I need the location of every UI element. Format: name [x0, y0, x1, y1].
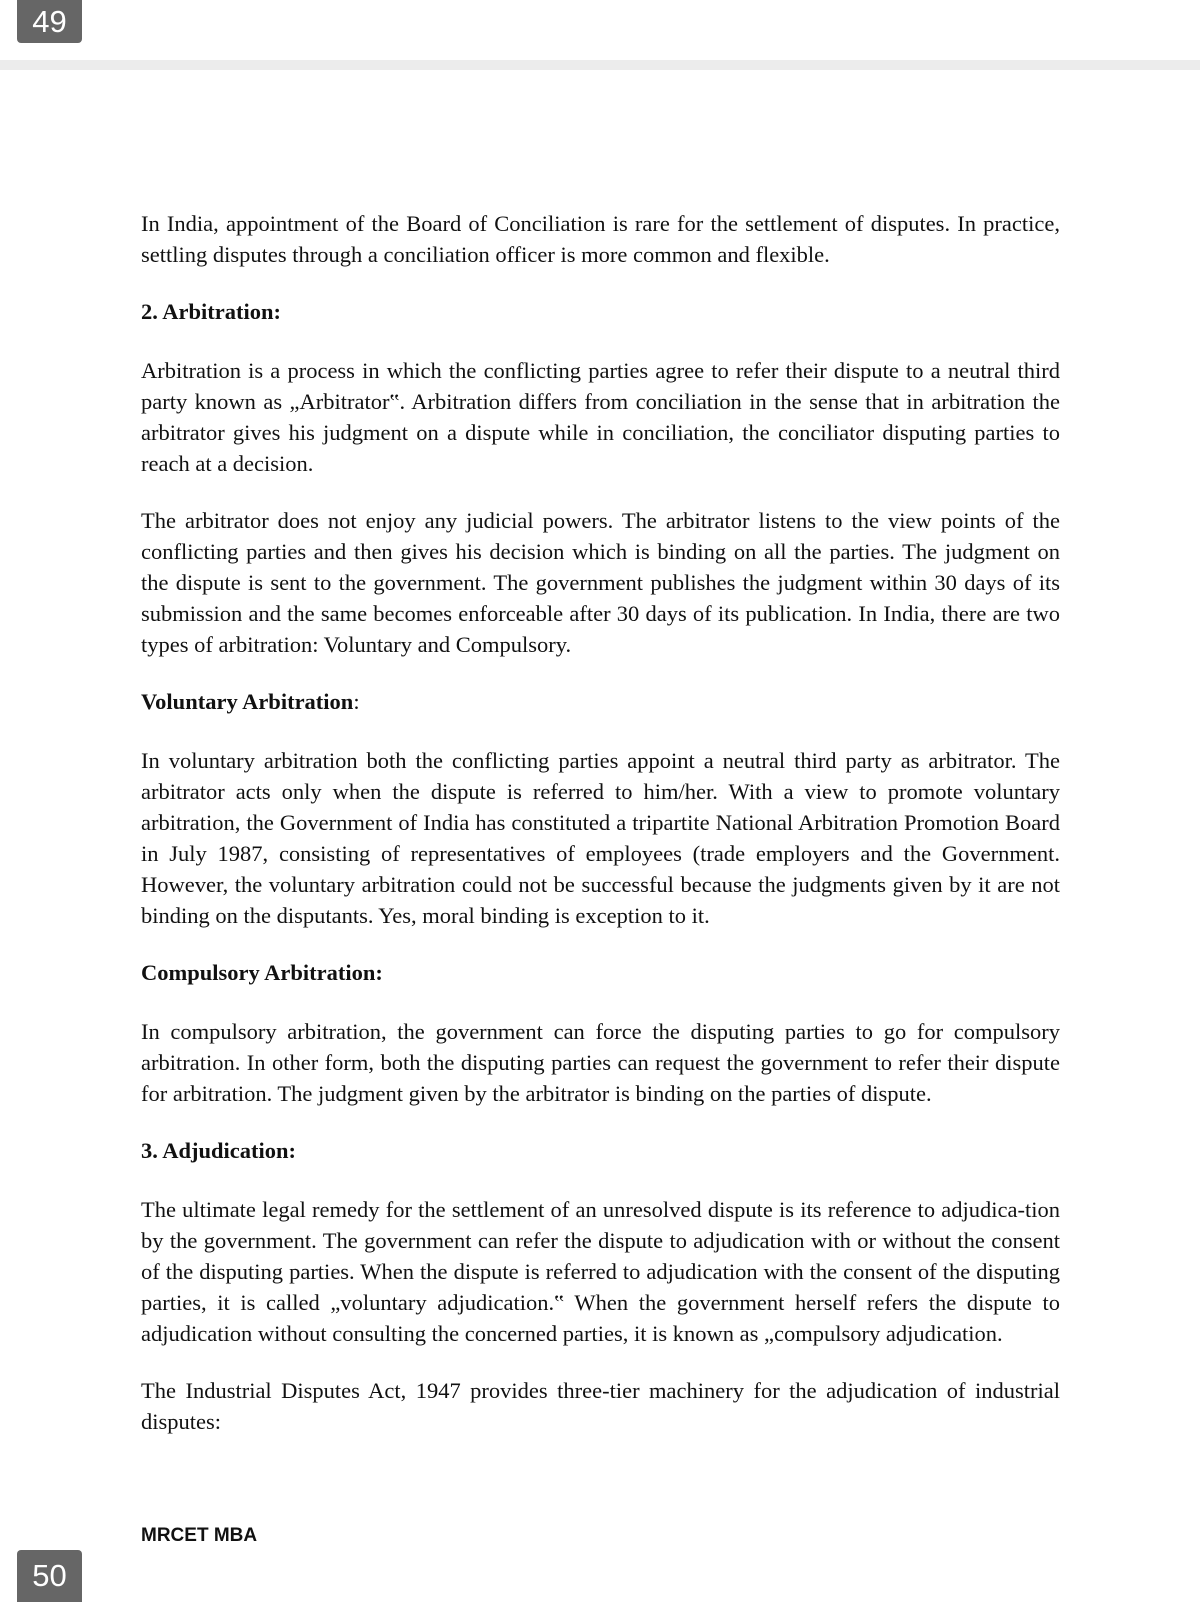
- footer-label: MRCET MBA: [141, 1525, 258, 1546]
- adjudication-paragraph-1: The ultimate legal remedy for the settlement of an unresolved dispute is its reference to adjudica-tion by the government. The government can refer the dispute to adjudication with or without the consent of the disputing parties. When the dispute is referred to adjudication with the consent of the disputing parties, it is called „voluntary adjudication.‟ When the government herself refers the dispute to adjudication without consulting the concerned parties, it is known as „compulsory adjudication.: [141, 1197, 1060, 1346]
- arbitration-paragraph-1: Arbitration is a process in which the conflicting parties agree to refer their dispute to a neutral third party known as „Arbitrator‟. Arbitration differs from conciliation in the sense that in arbitration the arbitrator gives his judgment on a dispute while in conciliation, the conciliator disputing parties to reach at a decision.: [141, 358, 1060, 476]
- voluntary-heading-colon: :: [353, 689, 360, 714]
- compulsory-arbitration-paragraph: In compulsory arbitration, the government can force the disputing parties to go for compulsory arbitration. In other form, both the disputing parties can request the government to refer their dispute for arbitration. The judgment given by the arbitrator is binding on the parties of dispute.: [141, 1019, 1060, 1106]
- arbitration-heading: 2. Arbitration:: [141, 299, 281, 324]
- intro-paragraph: In India, appointment of the Board of Conciliation is rare for the settlement of disputes. In practice, settling disputes through a conciliation officer is more common and flexible.: [141, 211, 1060, 267]
- page-number-badge-bottom: 50: [17, 1550, 82, 1602]
- document-body: [141, 208, 1060, 1437]
- voluntary-heading-text: Voluntary Arbitration: [141, 689, 354, 714]
- adjudication-paragraph-2: The Industrial Disputes Act, 1947 provides three-tier machinery for the adjudication of industrial disputes:: [141, 1378, 1060, 1434]
- voluntary-arbitration-paragraph: In voluntary arbitration both the conflicting parties appoint a neutral third party as arbitrator. The arbitrator acts only when the dispute is referred to him/her. With a view to promote voluntary arbitration, the Government of India has constituted a tripartite National Arbitration Promotion Board in July 1987, consisting of representatives of employees (trade employers and the Government. However, the voluntary arbitration could not be successful because the judgments given by it are not binding on the disputants. Yes, moral binding is exception to it.: [141, 748, 1060, 928]
- arbitration-paragraph-2: The arbitrator does not enjoy any judicial powers. The arbitrator listens to the view points of the conflicting parties and then gives his decision which is binding on all the parties. The judgment on the dispute is sent to the government. The government publishes the judgment within 30 days of its submission and the same becomes enforceable after 30 days of its publication. In India, there are two types of arbitration: Voluntary and Compulsory.: [141, 508, 1060, 657]
- adjudication-heading: 3. Adjudication:: [141, 1138, 297, 1163]
- page-number-badge-top: 49: [17, 0, 82, 43]
- voluntary-arbitration-heading: [141, 686, 1060, 717]
- compulsory-arbitration-heading: Compulsory Arbitration:: [141, 960, 383, 985]
- page-separator: [0, 60, 1200, 70]
